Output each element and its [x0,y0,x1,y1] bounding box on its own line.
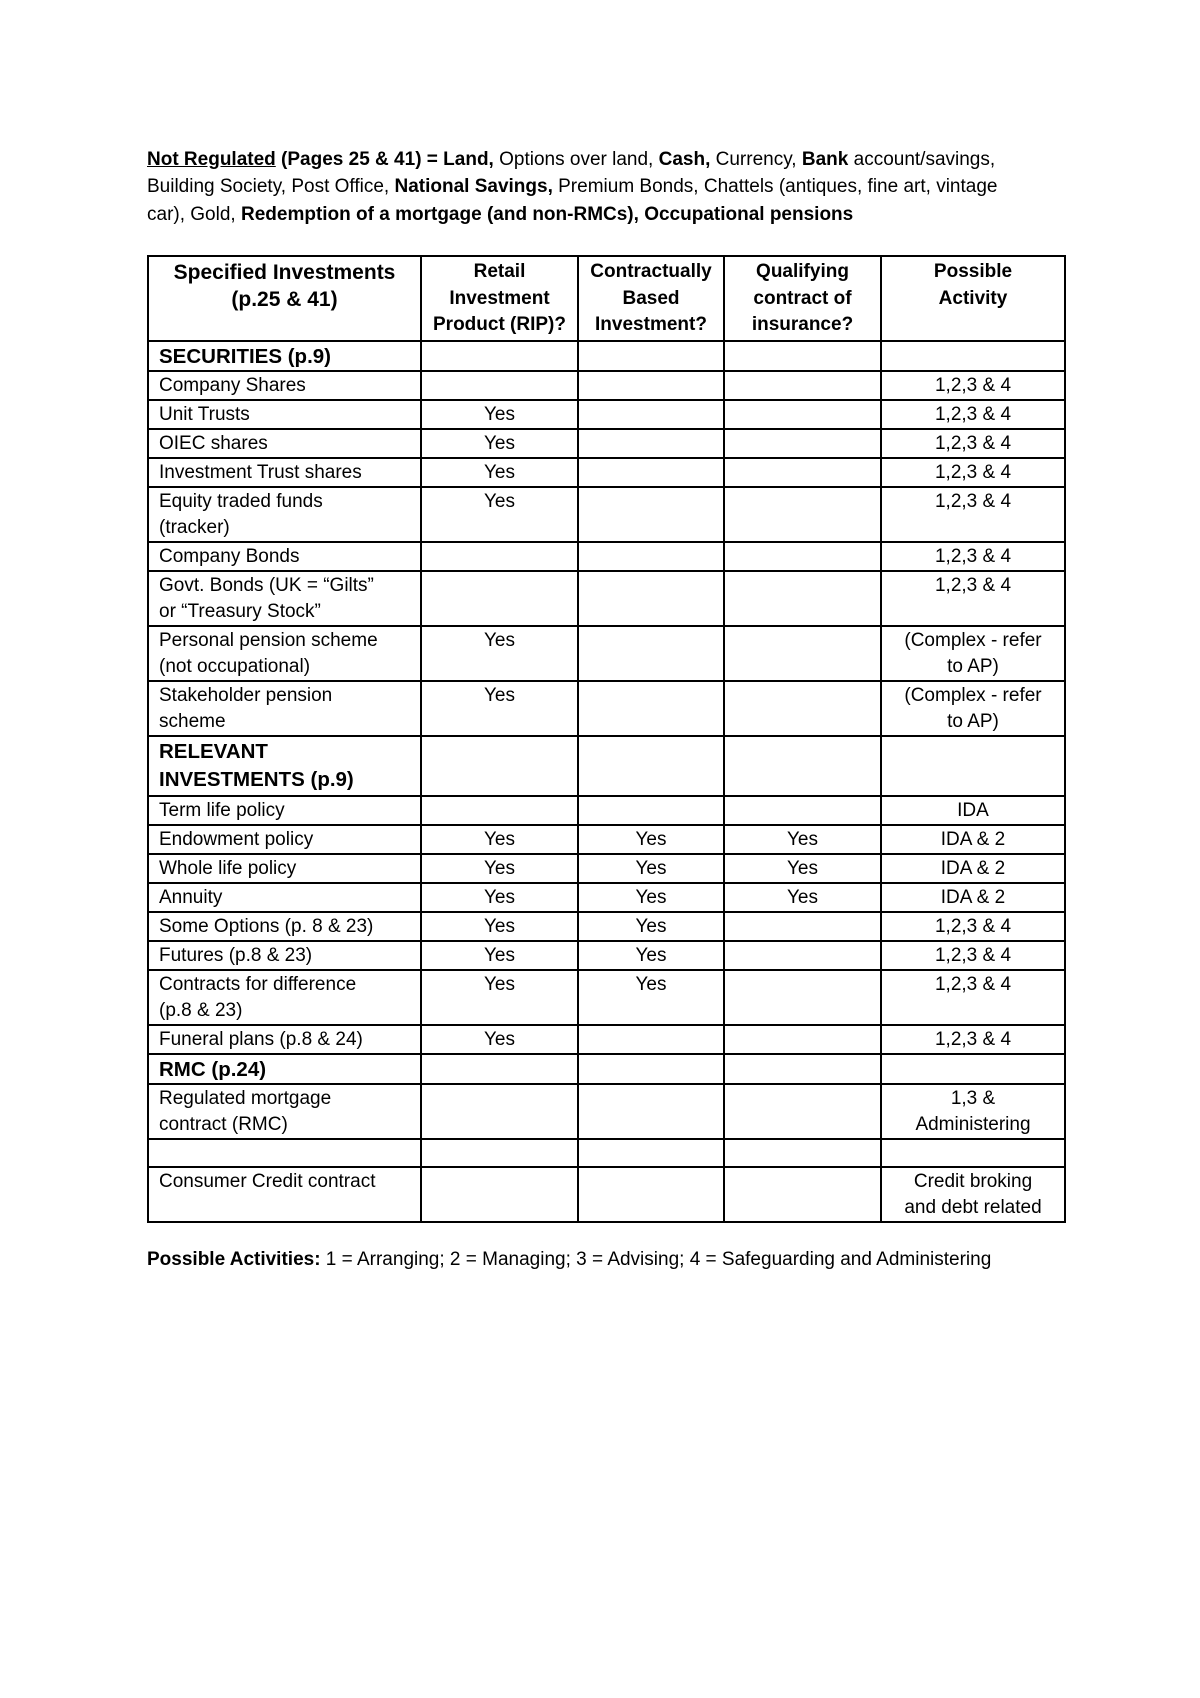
contract-based-cell [578,487,724,542]
name-cell [148,912,421,941]
activity-cell [881,681,1065,736]
intro-bold-text: Redemption of a mortgage (and non-RMCs), Occupational pensions [240,203,854,225]
rip-cell [421,941,578,970]
rip-cell [421,1139,578,1167]
investment-name: Contracts for difference [159,973,357,995]
activity-value: IDA & 2 [940,857,1006,879]
rip-value: Yes [484,490,515,512]
contract-based-cell [578,341,724,371]
activity-cell [881,371,1065,400]
name-cell [148,429,421,458]
investment-name: Annuity [159,886,223,908]
activity-value: and debt related [904,1196,1042,1218]
rip-cell [421,912,578,941]
activity-cell [881,341,1065,371]
table-row [148,941,1065,970]
header-line: (p.25 & 41) [231,288,338,311]
name-cell [148,681,421,736]
rip-value: Yes [484,973,515,995]
contract-based-cell [578,1084,724,1139]
contract-based-cell [578,736,724,796]
activity-value: IDA [957,799,989,821]
table-row [148,487,1065,542]
header-contractually-based-investment [578,256,724,341]
section-heading-cell [148,1054,421,1084]
contract-based-cell [578,542,724,571]
rip-value: Yes [484,684,515,706]
possible-activities-legend [147,1246,991,1273]
investment-name: Futures (p.8 & 23) [159,944,313,966]
investment-name: Govt. Bonds (UK = “Gilts” [159,574,374,596]
activity-value: to AP) [947,710,999,732]
activity-cell [881,429,1065,458]
rip-cell [421,458,578,487]
activity-cell [881,1084,1065,1139]
name-cell [148,854,421,883]
header-line: Possible [933,261,1013,282]
activity-value: (Complex - refer [904,684,1042,706]
table-row [148,458,1065,487]
intro-line [147,146,997,173]
investment-name: OIEC shares [159,432,268,454]
name-cell [148,883,421,912]
name-cell [148,458,421,487]
name-cell [148,1084,421,1139]
activity-value: 1,2,3 & 4 [934,574,1012,596]
activity-value: 1,2,3 & 4 [934,915,1012,937]
table-row [148,626,1065,681]
activity-value: 1,3 & [950,1087,996,1109]
table-row [148,854,1065,883]
section-heading: SECURITIES (p.9) [159,344,331,368]
investment-name: (tracker) [159,516,230,538]
contract-based-value: Yes [635,828,667,850]
name-cell [148,1139,421,1167]
insurance-cell [724,1084,881,1139]
investment-name: Whole life policy [159,857,297,879]
contract-based-cell [578,941,724,970]
insurance-cell [724,487,881,542]
intro-bold-text: Bank [801,149,849,170]
investment-name: or “Treasury Stock” [159,600,321,622]
insurance-cell [724,400,881,429]
rip-value: Yes [484,886,515,908]
investment-name: Investment Trust shares [159,461,362,483]
table-row [148,371,1065,400]
insurance-cell [724,1054,881,1084]
contract-based-cell [578,883,724,912]
header-line: insurance? [751,314,854,335]
insurance-cell [724,681,881,736]
intro-bold-text: National Savings, [394,176,553,198]
name-cell [148,371,421,400]
contract-based-cell [578,970,724,1025]
rip-cell [421,970,578,1025]
header-row [148,256,1065,341]
activity-value: 1,2,3 & 4 [934,973,1012,995]
intro-bold-text: (Pages 25 & 41) = Land, [275,149,494,170]
section-heading: RELEVANT [159,739,268,763]
activity-value: 1,2,3 & 4 [934,403,1012,425]
table-row [148,796,1065,825]
header-possible-activity [881,256,1065,341]
name-cell [148,400,421,429]
rip-cell [421,825,578,854]
activity-cell [881,571,1065,626]
insurance-cell [724,1139,881,1167]
name-cell [148,941,421,970]
intro-text: account/savings, [848,149,996,170]
table-row [148,883,1065,912]
name-cell [148,796,421,825]
name-cell [148,487,421,542]
contract-based-cell [578,371,724,400]
contract-based-value: Yes [635,915,667,937]
activity-cell [881,912,1065,941]
rip-value: Yes [484,629,515,651]
section-row-securities [148,341,1065,371]
rip-cell [421,883,578,912]
table-row [148,1167,1065,1222]
section-row-relevant-investments [148,736,1065,796]
rip-value: Yes [484,915,515,937]
activity-value: 1,2,3 & 4 [934,432,1012,454]
name-cell [148,1167,421,1222]
rip-cell [421,371,578,400]
contract-based-cell [578,1167,724,1222]
rip-value: Yes [484,828,515,850]
table-row [148,400,1065,429]
activity-value: IDA & 2 [940,886,1006,908]
header-line: Investment? [595,314,707,335]
insurance-cell [724,1025,881,1054]
table-row [148,429,1065,458]
rip-cell [421,1054,578,1084]
activity-value: 1,2,3 & 4 [934,461,1012,483]
contract-based-value: Yes [635,886,667,908]
contract-based-cell [578,458,724,487]
activity-cell [881,458,1065,487]
header-line: Investment [449,287,550,309]
contract-based-cell [578,681,724,736]
investment-name: Company Bonds [159,545,300,567]
name-cell [148,1025,421,1054]
contract-based-cell [578,912,724,941]
rip-cell [421,854,578,883]
activity-cell [881,825,1065,854]
header-line: Based [622,287,680,309]
contract-based-cell [578,429,724,458]
contract-based-cell [578,571,724,626]
section-heading-cell [148,341,421,371]
investment-name: Unit Trusts [159,403,250,425]
table-row [148,825,1065,854]
table-row [148,571,1065,626]
contract-based-cell [578,1139,724,1167]
investment-name: Stakeholder pension [159,684,333,706]
insurance-cell [724,429,881,458]
activity-value: Credit broking [913,1170,1033,1192]
header-retail-investment-product [421,256,578,341]
header-line: Product (RIP)? [433,314,566,335]
rip-cell [421,542,578,571]
investment-name: (p.8 & 23) [159,999,243,1021]
table-row [148,970,1065,1025]
insurance-cell [724,341,881,371]
activity-cell [881,626,1065,681]
table-row [148,542,1065,571]
insurance-cell [724,571,881,626]
section-heading: RMC (p.24) [159,1057,267,1081]
investment-name: Funeral plans (p.8 & 24) [159,1028,363,1050]
intro-line [147,201,997,228]
header-line: Contractually [590,261,712,282]
header-line: Retail [473,261,526,282]
legend-text: 1 = Arranging; 2 = Managing; 3 = Advising; 4 = Safeguarding and Administering [320,1249,992,1270]
rip-cell [421,626,578,681]
insurance-cell [724,796,881,825]
rip-cell [421,400,578,429]
specified-investments-table [147,255,1066,1223]
rip-cell [421,1025,578,1054]
name-cell [148,571,421,626]
rip-value: Yes [484,944,515,966]
contract-based-value: Yes [635,857,667,879]
insurance-cell [724,1167,881,1222]
activity-cell [881,736,1065,796]
header-specified-investments [148,256,421,341]
activity-cell [881,1025,1065,1054]
investment-name: (not occupational) [159,655,311,677]
insurance-cell [724,458,881,487]
contract-based-cell [578,796,724,825]
insurance-value: Yes [787,886,818,908]
table-row [148,681,1065,736]
name-cell [148,542,421,571]
investment-name: contract (RMC) [159,1113,288,1135]
rip-value: Yes [484,432,515,454]
legend-label: Possible Activities: [147,1249,321,1270]
activity-cell [881,487,1065,542]
investment-name: Consumer Credit contract [159,1170,376,1192]
activity-cell [881,854,1065,883]
not-regulated-heading: Not Regulated [147,149,276,170]
activity-value: 1,2,3 & 4 [934,374,1012,396]
name-cell [148,626,421,681]
activity-value: to AP) [947,655,999,677]
investment-name: Regulated mortgage [159,1087,332,1109]
insurance-cell [724,970,881,1025]
intro-text: Building Society, Post Office, [147,176,395,198]
activity-value: Administering [915,1113,1031,1135]
activity-value: (Complex - refer [904,629,1042,651]
activity-value: IDA & 2 [940,828,1006,850]
intro-text: Options over land, [493,149,659,170]
rip-value: Yes [484,857,515,879]
contract-based-cell [578,1054,724,1084]
name-cell [148,825,421,854]
activity-value: 1,2,3 & 4 [934,944,1012,966]
intro-bold-text: Cash, [658,149,711,170]
intro-text: Premium Bonds, Chattels (antiques, fine art, vintage [552,176,998,198]
table-row [148,1025,1065,1054]
activity-cell [881,796,1065,825]
activity-value: 1,2,3 & 4 [934,545,1012,567]
rip-cell [421,1167,578,1222]
header-line: Qualifying [756,261,849,282]
rip-cell [421,571,578,626]
not-regulated-paragraph [147,146,997,228]
table-row [148,1084,1065,1139]
contract-based-cell [578,1025,724,1054]
insurance-cell [724,825,881,854]
header-line: Activity [938,287,1008,309]
insurance-cell [724,626,881,681]
insurance-cell [724,736,881,796]
insurance-value: Yes [787,828,818,850]
intro-text: Currency, [710,149,802,170]
table-row [148,912,1065,941]
rip-cell [421,487,578,542]
contract-based-cell [578,626,724,681]
insurance-cell [724,371,881,400]
investment-name: scheme [159,710,226,732]
section-row-rmc [148,1054,1065,1084]
activity-cell [881,542,1065,571]
investment-name: Endowment policy [159,828,314,850]
investment-name: Some Options (p. 8 & 23) [159,915,374,937]
empty-row [148,1139,1065,1167]
activity-cell [881,400,1065,429]
specified-investments-table-wrap [147,255,1066,1223]
investment-name: Term life policy [159,799,285,821]
rip-value: Yes [484,461,515,483]
rip-cell [421,429,578,458]
activity-cell [881,1054,1065,1084]
activity-cell [881,883,1065,912]
header-qualifying-contract-of-insurance [724,256,881,341]
intro-text: car), Gold, [147,203,241,225]
contract-based-cell [578,854,724,883]
insurance-cell [724,883,881,912]
contract-based-cell [578,825,724,854]
insurance-value: Yes [787,857,818,879]
investment-name: Personal pension scheme [159,629,378,651]
activity-cell [881,970,1065,1025]
activity-value: 1,2,3 & 4 [934,1028,1012,1050]
section-heading-cell [148,736,421,796]
contract-based-value: Yes [635,973,667,995]
rip-cell [421,796,578,825]
section-heading: INVESTMENTS (p.9) [159,768,354,791]
rip-cell [421,1084,578,1139]
investment-name: Equity traded funds [159,490,323,512]
investment-name: Company Shares [159,374,306,396]
rip-value: Yes [484,1028,515,1050]
rip-value: Yes [484,403,515,425]
activity-value: 1,2,3 & 4 [934,490,1012,512]
insurance-cell [724,941,881,970]
header-line: Specified Investments [173,261,396,284]
rip-cell [421,681,578,736]
insurance-cell [724,912,881,941]
intro-line [147,173,997,200]
contract-based-cell [578,400,724,429]
rip-cell [421,341,578,371]
header-line: contract of [753,287,852,309]
activity-cell [881,1139,1065,1167]
activity-cell [881,1167,1065,1222]
name-cell [148,970,421,1025]
insurance-cell [724,542,881,571]
insurance-cell [724,854,881,883]
contract-based-value: Yes [635,944,667,966]
rip-cell [421,736,578,796]
activity-cell [881,941,1065,970]
